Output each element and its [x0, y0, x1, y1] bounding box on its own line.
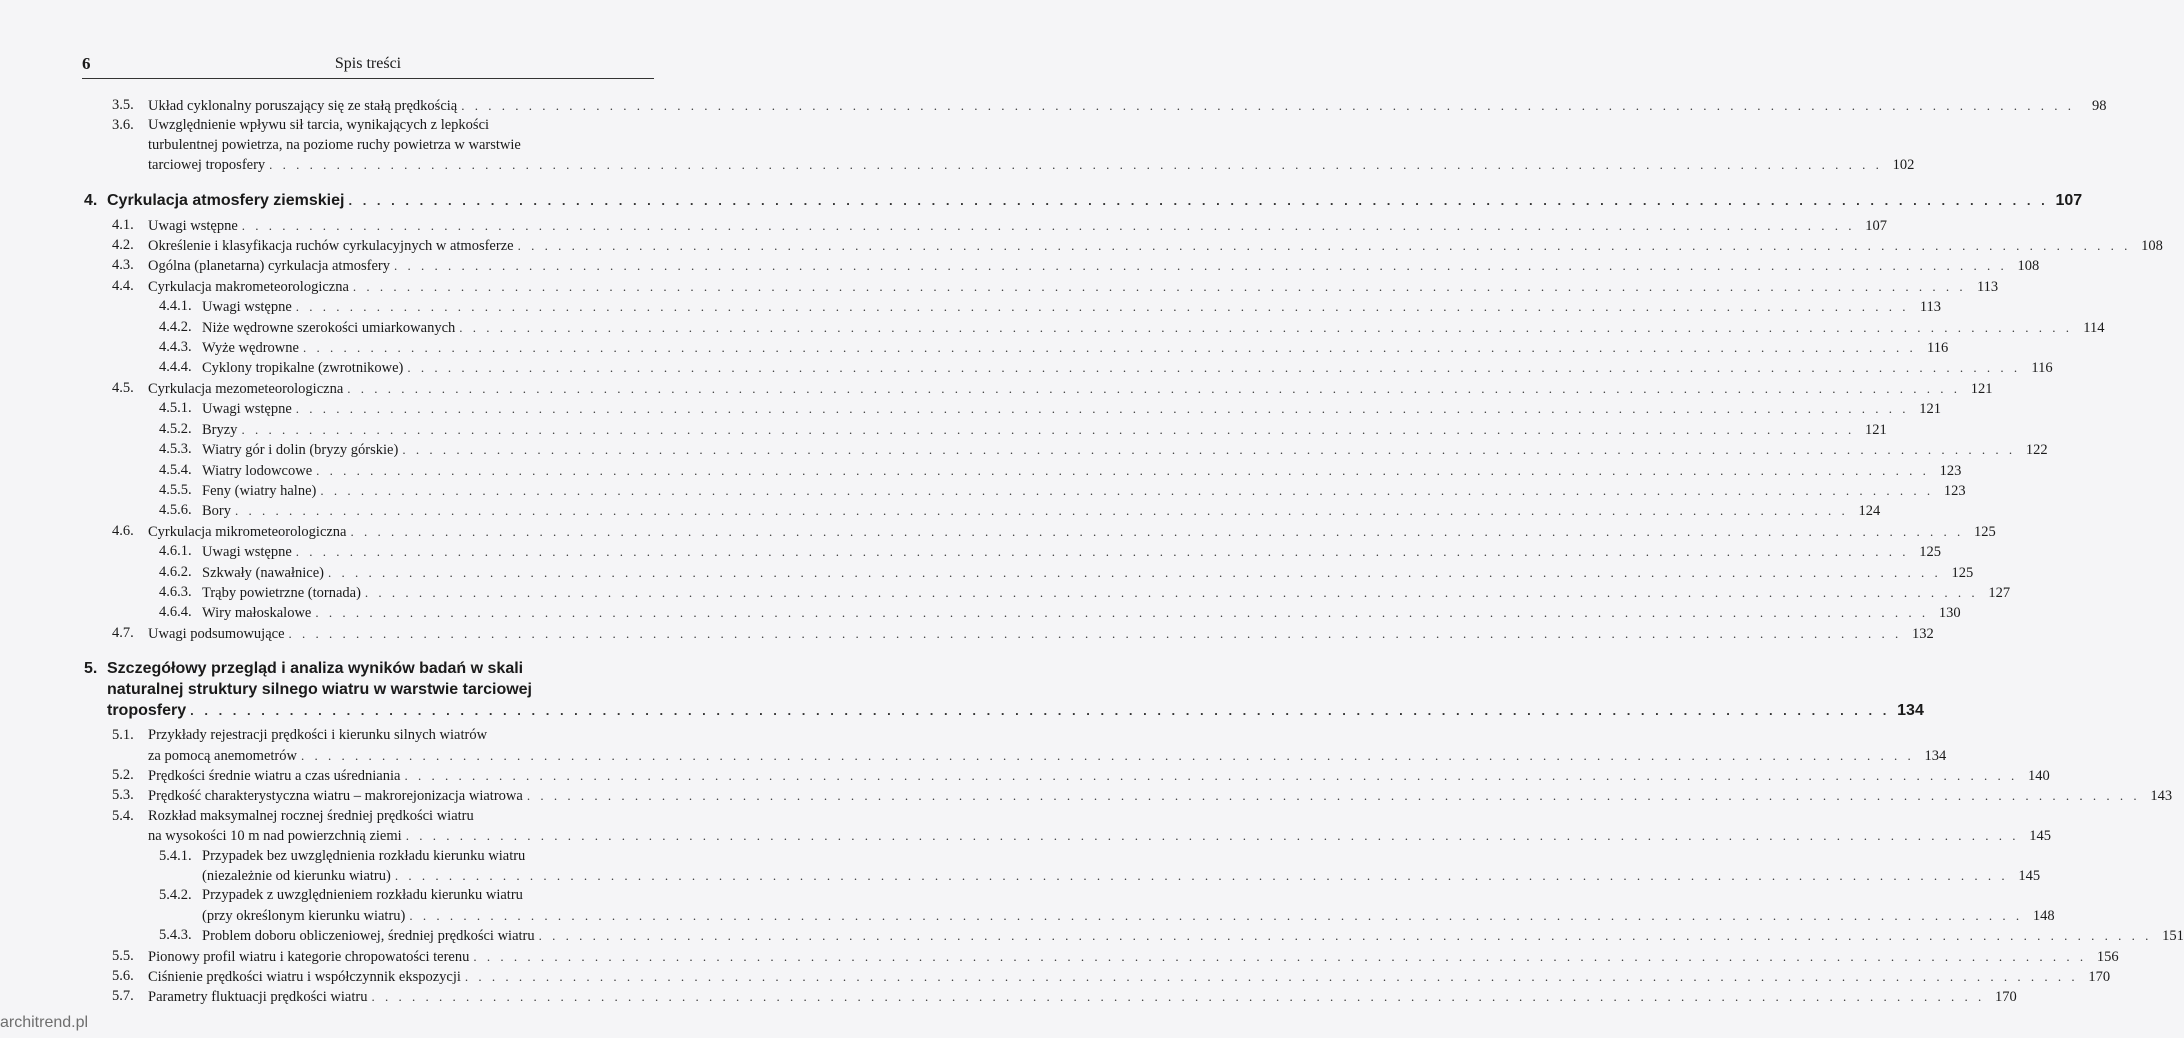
- toc-entry-title: Cyklony tropikalne (zwrotnikowe): [202, 360, 404, 377]
- dot-leader: . . . . . . . . . . . . . . . . . . . . . . . . . . . . . . . . . . . . . . . . . . . . . . . . . . . . . . . . . . . . . . . . . . . . . . . . . . . . . . . . . . . . . . . . . . . . . . . . . . . . . . . . . . . . . . . . . . . . . . . .: [347, 380, 1961, 396]
- toc-page-number: 123: [1943, 482, 1966, 499]
- toc-page-number: 114: [2083, 319, 2105, 336]
- toc-entry-title: Uwagi wstępne: [202, 401, 292, 418]
- toc-page-number: 116: [1927, 340, 1949, 357]
- dot-leader: . . . . . . . . . . . . . . . . . . . . . . . . . . . . . . . . . . . . . . . . . . . . . . . . . . . . . . . . . . . . . . . . . . . . . . . . . . . . . . . . . . . . . . . . . . . . . . . . . . . . . . . . . . . . . . . . . . . . . . . .: [315, 605, 1929, 621]
- toc-entry-title: troposfery: [107, 702, 187, 720]
- dot-leader: . . . . . . . . . . . . . . . . . . . . . . . . . . . . . . . . . . . . . . . . . . . . . . . . . . . . . . . . . . . . . . . . . . . . . . . . . . . . . . . . . . . . . . . . . . . . . . . . . . . . . . . . . . . . . . . . . . . . . . . .: [190, 703, 1890, 719]
- toc-entry: [82, 358, 2053, 378]
- toc-entry: [82, 542, 1942, 562]
- toc-page-number: 116: [2031, 360, 2053, 377]
- toc-page-number: 151: [2162, 928, 2184, 945]
- toc-entry: [82, 947, 2119, 967]
- dot-leader: . . . . . . . . . . . . . . . . . . . . . . . . . . . . . . . . . . . . . . . . . . . . . . . . . . . . . . . . . . . . . . . . . . . . . . . . . . . . . . . . . . . . . . . . . . . . . . . . . . . . . . . . . . . . . . . . . . . . . . . .: [407, 360, 2021, 376]
- dot-leader: . . . . . . . . . . . . . . . . . . . . . . . . . . . . . . . . . . . . . . . . . . . . . . . . . . . . . . . . . . . . . . . . . . . . . . . . . . . . . . . . . . . . . . . . . . . . . . . . . . . . . . . . . . . . . . . . . . . . . . . .: [241, 421, 1855, 437]
- toc-entry-title: Uwagi podsumowujące: [148, 625, 285, 642]
- dot-leader: . . . . . . . . . . . . . . . . . . . . . . . . . . . . . . . . . . . . . . . . . . . . . . . . . . . . . . . . . . . . . . . . . . . . . . . . . . . . . . . . . . . . . . . . . . . . . . . . . . . . . . . . . . . . . . . . . . . . . . . .: [393, 258, 2008, 274]
- toc-entry-title: Rozkład maksymalnej rocznej średniej prędkości wiatru: [148, 807, 474, 824]
- toc-page-number: 125: [1951, 564, 1974, 581]
- toc-entry-number: 5.: [84, 660, 98, 678]
- toc-entry-number: 4.7.: [112, 624, 134, 641]
- toc-entry: [82, 563, 1974, 583]
- toc-page-number: 170: [2088, 969, 2111, 986]
- dot-leader: . . . . . . . . . . . . . . . . . . . . . . . . . . . . . . . . . . . . . . . . . . . . . . . . . . . . . . . . . . . . . . . . . . . . . . . . . . . . . . . . . . . . . . . . . . . . . . . . . . . . . . . . . . . . . . . . . . . . . . . .: [295, 401, 1910, 417]
- toc-entry-title: Przypadek bez uwzględnienia rozkładu kierunku wiatru: [202, 847, 526, 864]
- toc-entry: [82, 522, 1996, 542]
- toc-page-number: 102: [1892, 157, 1915, 174]
- toc-entry: [82, 603, 1961, 623]
- toc-entry: [82, 987, 2017, 1007]
- toc-entry-number: 4.4.2.: [159, 318, 192, 335]
- toc-entry-title: za pomocą anemometrów: [148, 747, 297, 764]
- toc-entry: [82, 461, 1962, 481]
- toc-entry-number: 5.3.: [112, 787, 134, 804]
- toc-entry: [82, 116, 1915, 175]
- dot-leader: . . . . . . . . . . . . . . . . . . . . . . . . . . . . . . . . . . . . . . . . . . . . . . . . . . . . . . . . . . . . . . . . . . . . . . . . . . . . . . . . . . . . . . . . . . . . . . . . . . . . . . . . . . . . . . . . . . . . . . . .: [371, 989, 1985, 1005]
- dot-leader: . . . . . . . . . . . . . . . . . . . . . . . . . . . . . . . . . . . . . . . . . . . . . . . . . . . . . . . . . . . . . . . . . . . . . . . . . . . . . . . . . . . . . . . . . . . . . . . . . . . . . . . . . . . . . . . . . . . . . . . .: [402, 442, 2016, 458]
- dot-leader: . . . . . . . . . . . . . . . . . . . . . . . . . . . . . . . . . . . . . . . . . . . . . . . . . . . . . . . . . . . . . . . . . . . . . . . . . . . . . . . . . . . . . . . . . . . . . . . . . . . . . . . . . . . . . . . . . . . . . . . .: [461, 98, 2075, 113]
- toc-page-number: 170: [1994, 989, 2017, 1006]
- toc-entry: [82, 786, 2173, 806]
- toc-entry: [82, 297, 1942, 317]
- toc-page-number: 113: [1919, 299, 1942, 316]
- toc-entry-number: 5.4.2.: [159, 887, 192, 904]
- dot-leader: . . . . . . . . . . . . . . . . . . . . . . . . . . . . . . . . . . . . . . . . . . . . . . . . . . . . . . . . . . . . . . . . . . . . . . . . . . . . . . . . . . . . . . . . . . . . . . . . . . . . . . . . . . . . . . . . . . . . . . . .: [459, 319, 2073, 335]
- toc-page-number: 107: [2055, 191, 2083, 209]
- toc-page-number: 130: [1938, 605, 1961, 622]
- toc-page-number: 113: [1976, 278, 1999, 295]
- dot-leader: . . . . . . . . . . . . . . . . . . . . . . . . . . . . . . . . . . . . . . . . . . . . . . . . . . . . . . . . . . . . . . . . . . . . . . . . . . . . . . . . . . . . . . . . . . . . . . . . . . . . . . . . . . . . . . . . . . . . . . . .: [526, 788, 2141, 804]
- watermark: architrend.pl: [0, 1014, 89, 1031]
- toc-entry-title: (przy określonym kierunku wiatru): [202, 907, 406, 924]
- toc-page-number: 145: [2018, 868, 2041, 884]
- toc-entry-number: 5.7.: [112, 988, 134, 1005]
- toc-page-number: 124: [1858, 503, 1881, 520]
- toc-entry-title: Wyże wędrowne: [202, 340, 299, 357]
- toc-entry-number: 4.5.: [112, 379, 134, 396]
- toc-page-number: 125: [1919, 544, 1942, 561]
- page-header: [82, 52, 654, 79]
- toc-entry-title: Cyrkulacja makrometeorologiczna: [148, 278, 349, 295]
- dot-leader: . . . . . . . . . . . . . . . . . . . . . . . . . . . . . . . . . . . . . . . . . . . . . . . . . . . . . . . . . . . . . . . . . . . . . . . . . . . . . . . . . . . . . . . . . . . . . . . . . . . . . . . . . . . . . . . . . . . . . . . .: [538, 928, 2152, 944]
- toc-entry-title: Ogólna (planetarna) cyrkulacja atmosfery: [148, 258, 390, 275]
- toc-entry-title: Układ cyklonalny poruszający się ze stałą prędkością: [148, 98, 458, 114]
- toc-page-number: 143: [2150, 788, 2173, 805]
- toc-entry-title: Wiatry lodowcowe: [202, 462, 313, 479]
- toc-entry-number: 4.6.2.: [159, 563, 192, 580]
- toc-entry: [82, 420, 1887, 440]
- toc-entry: [82, 766, 2050, 786]
- toc-entry: [82, 926, 2184, 946]
- toc-entry: [82, 216, 1888, 236]
- dot-leader: . . . . . . . . . . . . . . . . . . . . . . . . . . . . . . . . . . . . . . . . . . . . . . . . . . . . . . . . . . . . . . . . . . . . . . . . . . . . . . . . . . . . . . . . . . . . . . . . . . . . . . . . . . . . . . . . . . . . . . . .: [328, 564, 1942, 580]
- toc-entry-title: Ciśnienie prędkości wiatru i współczynnik ekspozycji: [148, 969, 461, 986]
- toc-entry-number: 5.4.3.: [159, 927, 192, 944]
- toc-entry-number: 4.: [84, 191, 98, 209]
- dot-leader: . . . . . . . . . . . . . . . . . . . . . . . . . . . . . . . . . . . . . . . . . . . . . . . . . . . . . . . . . . . . . . . . . . . . . . . . . . . . . . . . . . . . . . . . . . . . . . . . . . . . . . . . . . . . . . . . . . . . . . . .: [235, 503, 1849, 519]
- toc-entry: [82, 501, 1881, 521]
- toc-page-number: 132: [1912, 625, 1934, 642]
- dot-leader: . . . . . . . . . . . . . . . . . . . . . . . . . . . . . . . . . . . . . . . . . . . . . . . . . . . . . . . . . . . . . . . . . . . . . . . . . . . . . . . . . . . . . . . . . . . . . . . . . . . . . . . . . . . . . . . . . . . . . . . .: [288, 625, 1902, 641]
- toc-entry: [82, 807, 2051, 847]
- toc-entry-title: turbulentnej powietrza, na poziome ruchy powietrza w warstwie: [148, 136, 521, 153]
- toc-entry-number: 4.4.4.: [159, 359, 192, 376]
- toc-entry-number: 4.6.1.: [159, 543, 192, 560]
- toc-entry-title: Szkwały (nawałnice): [202, 564, 324, 581]
- dot-leader: . . . . . . . . . . . . . . . . . . . . . . . . . . . . . . . . . . . . . . . . . . . . . . . . . . . . . . . . . . . . . . . . . . . . . . . . . . . . . . . . . . . . . . . . . . . . . . . . . . . . . . . . . . . . . . . . . . . . . . . .: [409, 907, 2023, 923]
- toc-entry-number: 4.2.: [112, 237, 134, 254]
- toc-entry-number: 4.4.: [112, 277, 134, 294]
- toc-entry-title: Uwagi wstępne: [202, 299, 292, 316]
- toc-entry: [82, 379, 1993, 399]
- dot-leader: . . . . . . . . . . . . . . . . . . . . . . . . . . . . . . . . . . . . . . . . . . . . . . . . . . . . . . . . . . . . . . . . . . . . . . . . . . . . . . . . . . . . . . . . . . . . . . . . . . . . . . . . . . . . . . . . . . . . . . . .: [269, 157, 1883, 173]
- toc-entry-title: Szczegółowy przegląd i analiza wyników badań w skali: [107, 660, 524, 678]
- dot-leader: . . . . . . . . . . . . . . . . . . . . . . . . . . . . . . . . . . . . . . . . . . . . . . . . . . . . . . . . . . . . . . . . . . . . . . . . . . . . . . . . . . . . . . . . . . . . . . . . . . . . . . . . . . . . . . . . . . . . . . . .: [295, 544, 1910, 560]
- dot-leader: . . . . . . . . . . . . . . . . . . . . . . . . . . . . . . . . . . . . . . . . . . . . . . . . . . . . . . . . . . . . . . . . . . . . . . . . . . . . . . . . . . . . . . . . . . . . . . . . . . . . . . . . . . . . . . . . . . . . . . . .: [348, 192, 2049, 208]
- toc-entry-title: Cyrkulacja atmosfery ziemskiej: [107, 191, 345, 209]
- toc-page-number: 108: [2141, 238, 2163, 255]
- toc-entry-title: Niże wędrowne szerokości umiarkowanych: [202, 319, 456, 336]
- dot-leader: . . . . . . . . . . . . . . . . . . . . . . . . . . . . . . . . . . . . . . . . . . . . . . . . . . . . . . . . . . . . . . . . . . . . . . . . . . . . . . . . . . . . . . . . . . . . . . . . . . . . . . . . . . . . . . . . . . . . . . . .: [404, 767, 2018, 783]
- toc-page-number: 98: [2091, 98, 2107, 114]
- toc-entry-number: 4.5.5.: [159, 481, 192, 498]
- toc-entry-number: 4.4.1.: [159, 298, 192, 315]
- toc-entry: [82, 440, 2048, 460]
- toc-entry-number: 3.6.: [112, 117, 134, 134]
- toc-entry-title: na wysokości 10 m nad powierzchnią ziemi: [148, 828, 402, 845]
- dot-leader: . . . . . . . . . . . . . . . . . . . . . . . . . . . . . . . . . . . . . . . . . . . . . . . . . . . . . . . . . . . . . . . . . . . . . . . . . . . . . . . . . . . . . . . . . . . . . . . . . . . . . . . . . . . . . . . . . . . . . . . .: [302, 340, 1917, 356]
- dot-leader: . . . . . . . . . . . . . . . . . . . . . . . . . . . . . . . . . . . . . . . . . . . . . . . . . . . . . . . . . . . . . . . . . . . . . . . . . . . . . . . . . . . . . . . . . . . . . . . . . . . . . . . . . . . . . . . . . . . . . . . .: [364, 584, 1979, 600]
- toc-entry-title: Określenie i klasyfikacja ruchów cyrkulacyjnych w atmosferze: [148, 238, 514, 255]
- toc-entry-number: 4.6.4.: [159, 604, 192, 621]
- toc-page-number: 121: [1919, 401, 1942, 418]
- toc-entry: [82, 236, 2163, 256]
- toc-page-number: 127: [1988, 584, 2011, 601]
- toc-entry-title: Uwagi wstępne: [148, 217, 238, 234]
- toc-entry-number: 5.6.: [112, 968, 134, 985]
- toc-entry-title: Cyrkulacja mezometeorologiczna: [148, 380, 344, 397]
- toc-entry-number: 5.4.: [112, 807, 134, 824]
- toc-entry-title: Uwzględnienie wpływu sił tarcia, wynikających z lepkości: [148, 117, 490, 134]
- toc-entry: [82, 847, 2041, 887]
- toc-entry: [82, 338, 1949, 358]
- toc-entry-number: 4.1.: [112, 216, 134, 233]
- toc-entry-title: naturalnej struktury silnego wiatru w warstwie tarciowej: [107, 681, 532, 699]
- dot-leader: . . . . . . . . . . . . . . . . . . . . . . . . . . . . . . . . . . . . . . . . . . . . . . . . . . . . . . . . . . . . . . . . . . . . . . . . . . . . . . . . . . . . . . . . . . . . . . . . . . . . . . . . . . . . . . . . . . . . . . . .: [394, 868, 2009, 883]
- toc-entry-number: 4.4.3.: [159, 339, 192, 356]
- toc-entry-number: 4.6.: [112, 522, 134, 539]
- toc-entry: [82, 277, 1999, 297]
- toc-entry: [82, 583, 2011, 603]
- toc-entry-title: Problem doboru obliczeniowej, średniej prędkości wiatru: [202, 928, 535, 945]
- toc-entry: [82, 886, 2055, 926]
- toc-entry: [82, 967, 2111, 987]
- toc-entry: [82, 256, 2040, 276]
- toc-entry-title: Pionowy profil wiatru i kategorie chropowatości terenu: [148, 948, 470, 965]
- toc-page-number: 145: [2029, 828, 2051, 845]
- toc-entry-number: 4.3.: [112, 257, 134, 274]
- toc-page-number: 148: [2032, 907, 2055, 924]
- toc-entry-number: 5.1.: [112, 727, 134, 744]
- dot-leader: . . . . . . . . . . . . . . . . . . . . . . . . . . . . . . . . . . . . . . . . . . . . . . . . . . . . . . . . . . . . . . . . . . . . . . . . . . . . . . . . . . . . . . . . . . . . . . . . . . . . . . . . . . . . . . . . . . . . . . . .: [300, 747, 1915, 763]
- dot-leader: . . . . . . . . . . . . . . . . . . . . . . . . . . . . . . . . . . . . . . . . . . . . . . . . . . . . . . . . . . . . . . . . . . . . . . . . . . . . . . . . . . . . . . . . . . . . . . . . . . . . . . . . . . . . . . . . . . . . . . . .: [316, 462, 1930, 478]
- toc-entry-number: 4.6.3.: [159, 583, 192, 600]
- toc-entry-title: (niezależnie od kierunku wiatru): [202, 868, 391, 884]
- toc-entry-number: 4.5.2.: [159, 420, 192, 437]
- dot-leader: . . . . . . . . . . . . . . . . . . . . . . . . . . . . . . . . . . . . . . . . . . . . . . . . . . . . . . . . . . . . . . . . . . . . . . . . . . . . . . . . . . . . . . . . . . . . . . . . . . . . . . . . . . . . . . . . . . . . . . . .: [352, 278, 1967, 294]
- table-of-contents: [82, 96, 2184, 1008]
- toc-entry-title: Przypadek z uwzględnieniem rozkładu kierunku wiatru: [202, 887, 523, 904]
- toc-entry-title: Cyrkulacja mikrometeorologiczna: [148, 523, 347, 540]
- toc-page-number: 107: [1865, 217, 1888, 234]
- dot-leader: . . . . . . . . . . . . . . . . . . . . . . . . . . . . . . . . . . . . . . . . . . . . . . . . . . . . . . . . . . . . . . . . . . . . . . . . . . . . . . . . . . . . . . . . . . . . . . . . . . . . . . . . . . . . . . . . . . . . . . . .: [350, 523, 1964, 539]
- toc-entry-number: 3.5.: [112, 97, 134, 113]
- toc-entry: [82, 624, 1934, 644]
- toc-page-number: 108: [2017, 258, 2040, 275]
- toc-chapter: [82, 658, 1924, 721]
- toc-entry-number: 4.5.4.: [159, 461, 192, 478]
- toc-page-number: 123: [1939, 462, 1962, 479]
- toc-page-number: 121: [1970, 380, 1993, 397]
- toc-page-number: 134: [1897, 702, 1924, 720]
- toc-entry-number: 5.2.: [112, 766, 134, 783]
- dot-leader: . . . . . . . . . . . . . . . . . . . . . . . . . . . . . . . . . . . . . . . . . . . . . . . . . . . . . . . . . . . . . . . . . . . . . . . . . . . . . . . . . . . . . . . . . . . . . . . . . . . . . . . . . . . . . . . . . . . . . . . .: [464, 969, 2079, 985]
- toc-entry-title: Parametry fluktuacji prędkości wiatru: [148, 989, 368, 1006]
- toc-entry-title: Prędkości średnie wiatru a czas uśredniania: [148, 767, 401, 784]
- running-title: Spis treści: [334, 55, 402, 72]
- dot-leader: . . . . . . . . . . . . . . . . . . . . . . . . . . . . . . . . . . . . . . . . . . . . . . . . . . . . . . . . . . . . . . . . . . . . . . . . . . . . . . . . . . . . . . . . . . . . . . . . . . . . . . . . . . . . . . . . . . . . . . . .: [473, 948, 2087, 964]
- toc-entry: [82, 318, 2105, 338]
- dot-leader: . . . . . . . . . . . . . . . . . . . . . . . . . . . . . . . . . . . . . . . . . . . . . . . . . . . . . . . . . . . . . . . . . . . . . . . . . . . . . . . . . . . . . . . . . . . . . . . . . . . . . . . . . . . . . . . . . . . . . . . .: [405, 828, 2019, 844]
- toc-entry-title: Bryzy: [202, 421, 238, 438]
- toc-entry: [82, 399, 1942, 419]
- toc-entry-title: Wiry małoskalowe: [202, 605, 312, 622]
- toc-page-number: 134: [1924, 747, 1947, 764]
- toc-entry-title: Uwagi wstępne: [202, 544, 292, 561]
- toc-page-number: 121: [1864, 421, 1887, 438]
- toc-entry-number: 5.5.: [112, 947, 134, 964]
- toc-entry-number: 5.4.1.: [159, 847, 192, 864]
- toc-entry-number: 4.5.1.: [159, 400, 192, 417]
- toc-entry-title: Prędkość charakterystyczna wiatru – makrorejonizacja wiatrowa: [148, 788, 523, 805]
- toc-entry: [82, 481, 1966, 501]
- toc-entry-number: 4.5.3.: [159, 441, 192, 458]
- dot-leader: . . . . . . . . . . . . . . . . . . . . . . . . . . . . . . . . . . . . . . . . . . . . . . . . . . . . . . . . . . . . . . . . . . . . . . . . . . . . . . . . . . . . . . . . . . . . . . . . . . . . . . . . . . . . . . . . . . . . . . . .: [320, 482, 1934, 498]
- toc-entry: [82, 96, 2107, 116]
- toc-page-number: 125: [1974, 523, 1996, 540]
- toc-entry-title: Feny (wiatry halne): [202, 482, 317, 499]
- page-number: 6: [82, 54, 91, 73]
- toc-entry: [82, 726, 1947, 766]
- toc-chapter: [82, 190, 2083, 211]
- toc-entry-title: tarciowej troposfery: [148, 157, 266, 174]
- toc-page-number: 156: [2096, 948, 2119, 965]
- toc-entry-number: 4.5.6.: [159, 502, 192, 519]
- toc-entry-title: Bory: [202, 503, 231, 520]
- toc-entry-title: Wiatry gór i dolin (bryzy górskie): [202, 442, 399, 459]
- dot-leader: . . . . . . . . . . . . . . . . . . . . . . . . . . . . . . . . . . . . . . . . . . . . . . . . . . . . . . . . . . . . . . . . . . . . . . . . . . . . . . . . . . . . . . . . . . . . . . . . . . . . . . . . . . . . . . . . . . . . . . . .: [517, 238, 2131, 254]
- toc-entry-title: Trąby powietrzne (tornada): [202, 584, 361, 601]
- dot-leader: . . . . . . . . . . . . . . . . . . . . . . . . . . . . . . . . . . . . . . . . . . . . . . . . . . . . . . . . . . . . . . . . . . . . . . . . . . . . . . . . . . . . . . . . . . . . . . . . . . . . . . . . . . . . . . . . . . . . . . . .: [241, 217, 1856, 233]
- dot-leader: . . . . . . . . . . . . . . . . . . . . . . . . . . . . . . . . . . . . . . . . . . . . . . . . . . . . . . . . . . . . . . . . . . . . . . . . . . . . . . . . . . . . . . . . . . . . . . . . . . . . . . . . . . . . . . . . . . . . . . . .: [295, 299, 1910, 315]
- toc-page-number: 122: [2025, 442, 2048, 459]
- toc-entry-title: Przykłady rejestracji prędkości i kierunku silnych wiatrów: [148, 727, 488, 744]
- toc-page-number: 140: [2027, 767, 2050, 784]
